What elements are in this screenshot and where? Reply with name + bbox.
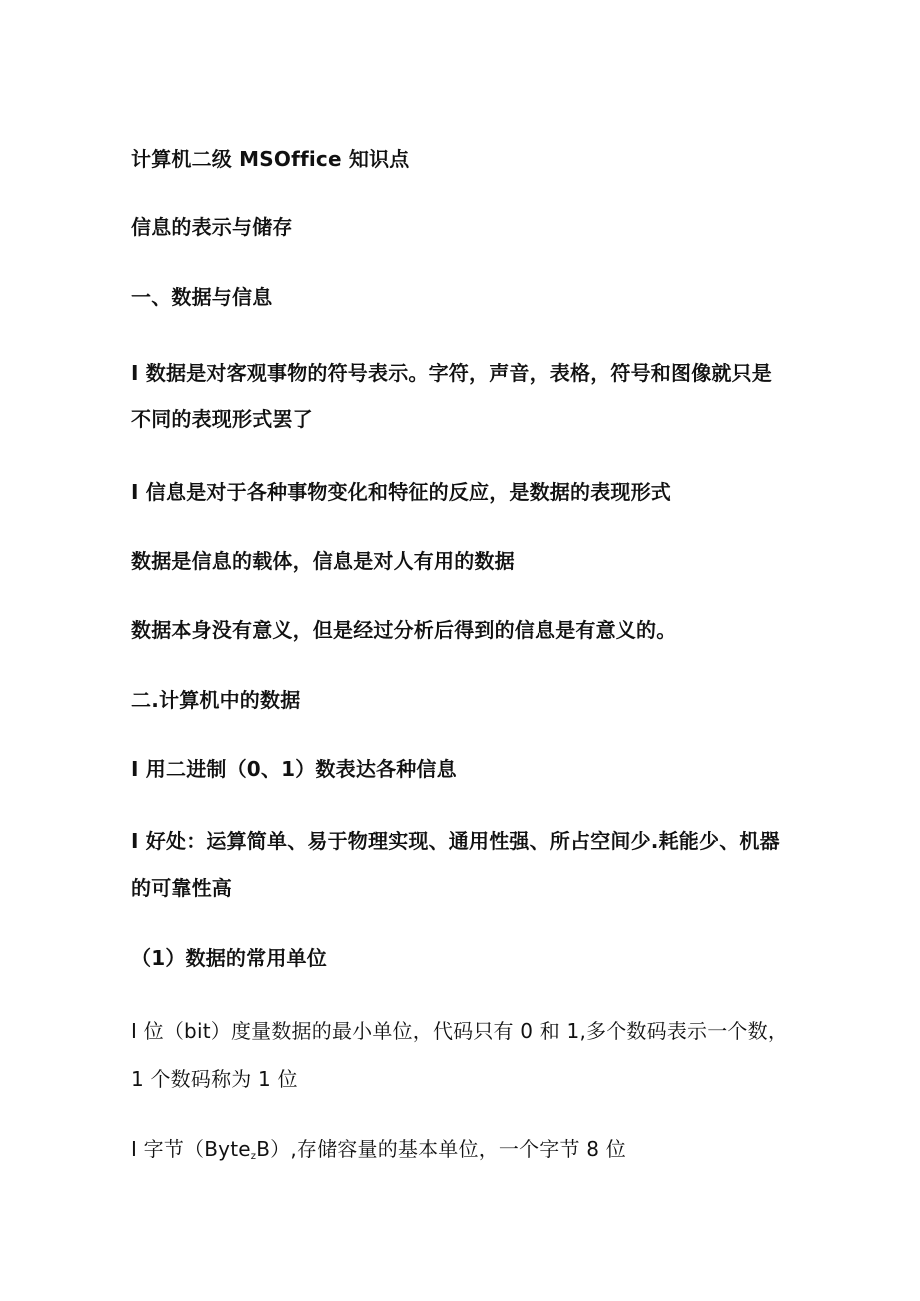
paragraph-byte-subscript: z bbox=[250, 1151, 257, 1162]
paragraph-byte-start: I 字节（Byte bbox=[131, 1137, 251, 1161]
paragraph-data-carrier: 数据是信息的载体，信息是对人有用的数据 bbox=[131, 549, 515, 573]
paragraph-advantages-line-1: I 好处：运算简单、易于物理实现、通用性强、所占空间少.耗能少、机器 bbox=[131, 829, 780, 853]
paragraph-byte bbox=[131, 1137, 791, 1169]
paragraph-data-definition-line-2: 不同的表现形式罢了 bbox=[131, 407, 313, 431]
paragraph-bit-line-1: I 位（bit）度量数据的最小单位，代码只有 0 和 1,多个数码表示一个数， bbox=[131, 1019, 789, 1043]
paragraph-binary: I 用二进制（0、1）数表达各种信息 bbox=[131, 757, 457, 781]
paragraph-data-definition-line-1: I 数据是对客观事物的符号表示。字符，声音，表格，符号和图像就只是 bbox=[131, 361, 773, 385]
heading-computer-data: 二.计算机中的数据 bbox=[131, 688, 301, 712]
paragraph-information-definition: I 信息是对于各种事物变化和特征的反应，是数据的表现形式 bbox=[131, 480, 672, 504]
section-title: 信息的表示与储存 bbox=[131, 215, 293, 239]
heading-data-and-information: 一、数据与信息 bbox=[131, 285, 273, 309]
document-title: 计算机二级 MSOffice 知识点 bbox=[131, 147, 410, 171]
paragraph-bit-line-2: 1 个数码称为 1 位 bbox=[131, 1067, 298, 1091]
subheading-data-units: （1）数据的常用单位 bbox=[131, 946, 327, 970]
paragraph-advantages-line-2: 的可靠性高 bbox=[131, 876, 232, 900]
paragraph-data-meaning: 数据本身没有意义，但是经过分析后得到的信息是有意义的。 bbox=[131, 618, 677, 642]
paragraph-byte-end: B）,存储容量的基本单位，一个字节 8 位 bbox=[256, 1137, 626, 1161]
